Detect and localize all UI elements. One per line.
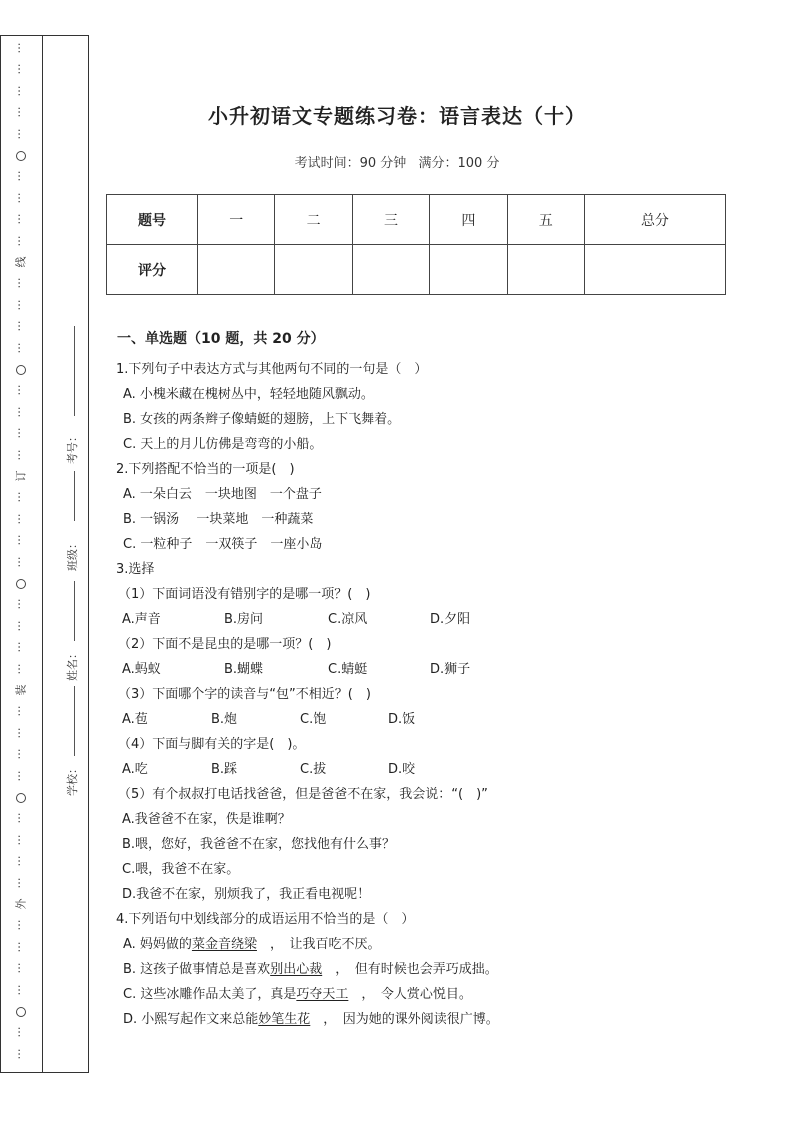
binding-dots: … [15,491,29,503]
exam-info [0,152,794,171]
binding-dots: … [15,705,29,717]
binding-dots: … [15,128,29,140]
option-text: ， 让我百吃不厌。 [256,937,381,952]
binding-dots: … [15,984,29,996]
question-3-5-stem: （5）有个叔叔打电话找爸爸，但是爸爸不在家，我会说：“( )” [118,787,488,802]
question-3-3-option-b: B.炮 [211,712,238,727]
question-3-3-option-a: A.苞 [122,712,148,727]
score-input-cell[interactable] [198,245,275,295]
option-text: ， 但有时候也会弄巧成拙。 [322,962,498,977]
score-table-header-row [107,195,726,245]
binding-dots: … [15,213,29,225]
underlined-idiom: 妙笔生花 [258,1012,311,1027]
binding-dot-column [1,36,42,1072]
question-3-4-option-c: C.拔 [300,762,327,777]
binding-dots: … [15,235,29,247]
binding-char: 线 [14,256,28,268]
question-3-2-option-d: D.狮子 [430,662,471,677]
question-3-5-option-c: C.喂，我爸不在家。 [122,862,240,877]
binding-dots: … [15,812,29,824]
exam-time: 考试时间：90 分钟 [294,156,407,171]
underlined-idiom: 巧夺天工 [296,987,349,1002]
question-4-stem: 4.下列语句中划线部分的成语运用不恰当的是（ ） [116,912,415,927]
score-table [106,194,726,295]
question-3-3-option-c: C.饱 [300,712,327,727]
score-header-cell: 五 [507,195,584,245]
question-3-4-stem: （4）下面与脚有关的字是( )。 [118,737,306,752]
question-3-1-option-c: C.凉风 [328,612,368,627]
score-header-cell: 一 [198,195,275,245]
binding-dots: … [15,1026,29,1038]
section-title: 一、单选题（10 题，共 20 分） [117,331,325,347]
exam-full-score: 满分：100 分 [418,156,500,171]
binding-dots: … [15,42,29,54]
underline-exam-number [74,326,75,416]
binding-dots: … [15,299,29,311]
score-header-cell: 总分 [584,195,725,245]
score-input-cell[interactable] [430,245,507,295]
binding-dots: … [15,342,29,354]
binding-dots: … [15,877,29,889]
binding-char: 外 [14,898,28,910]
binding-dots: … [15,106,29,118]
binding-dots: … [15,170,29,182]
binding-dots: … [15,406,29,418]
score-input-cell[interactable] [584,245,725,295]
binding-dots: … [15,641,29,653]
option-text: A. 妈妈做的 [123,937,192,952]
binding-dots: … [15,63,29,75]
underline-name [74,581,75,641]
question-3-1-option-b: B.房问 [224,612,264,627]
question-3-2-option-b: B.蝴蝶 [224,662,264,677]
option-text: ， 因为她的课外阅读很广博。 [310,1012,499,1027]
question-2-option-a: A. 一朵白云 一块地图 一个盘子 [123,487,322,502]
binding-dots: … [15,770,29,782]
score-input-cell[interactable] [275,245,352,295]
binding-dots: … [15,427,29,439]
question-3-4-option-b: B.踩 [211,762,238,777]
question-3-2-option-c: C.蜻蜓 [328,662,368,677]
score-row-label: 评分 [107,245,198,295]
score-input-cell[interactable] [352,245,429,295]
score-header-cell: 三 [352,195,429,245]
binding-dots: … [15,834,29,846]
question-3-stem: 3.选择 [116,562,155,577]
binding-dots: … [15,941,29,953]
binding-char: 订 [14,470,28,482]
question-1-option-b: B. 女孩的两条辫子像蜻蜓的翅膀，上下飞舞着。 [123,412,401,427]
binding-dots: … [15,598,29,610]
underlined-idiom: 菜金音绕梁 [191,937,257,952]
question-4-option-b [123,961,498,979]
question-2-stem: 2.下列搭配不恰当的一项是( ) [116,462,295,477]
underlined-idiom: 别出心裁 [270,962,323,977]
binding-dots: … [15,513,29,525]
binding-dots: … [15,320,29,332]
question-2-option-b: B. 一锅汤 一块菜地 一种蔬菜 [123,512,314,527]
question-4-option-d [123,1011,499,1029]
binding-dots: … [15,556,29,568]
score-input-cell[interactable] [507,245,584,295]
question-1-option-c: C. 天上的月儿仿佛是弯弯的小船。 [123,437,323,452]
option-text: C. 这些冰雕作品太美了，真是 [123,987,297,1002]
question-1-option-a: A. 小槐米藏在槐树丛中，轻轻地随风飘动。 [123,387,374,402]
binding-divider [42,36,43,1072]
score-header-cell: 二 [275,195,352,245]
binding-dots: … [15,663,29,675]
binding-dots: … [15,384,29,396]
question-3-5-option-d: D.我爸不在家，别烦我了，我正看电视呢！ [122,887,371,902]
question-3-2-stem: （2）下面不是昆虫的是哪一项？( ) [118,637,332,652]
binding-dots: … [15,192,29,204]
underline-school [74,686,75,756]
underline-class [74,471,75,521]
question-3-5-option-a: A.我爸爸不在家，佚是谁啊？ [122,812,291,827]
question-3-1-option-d: D.夕阳 [430,612,471,627]
binding-dots: … [15,1048,29,1060]
binding-dots: … [15,277,29,289]
question-2-option-c: C. 一粒种子 一双筷子 一座小岛 [123,537,323,552]
question-3-5-option-b: B.喂，您好，我爸爸不在家，您找他有什么事？ [122,837,396,852]
question-3-3-stem: （3）下面哪个字的读音与“包”不相近？( ) [118,687,371,702]
binding-dots: … [15,620,29,632]
binding-dots: … [15,919,29,931]
question-4-option-a [123,936,380,954]
option-text: B. 这孩子做事情总是喜欢 [123,962,271,977]
binding-dots: … [15,85,29,97]
question-3-1-stem: （1）下面词语没有错别字的是哪一项？( ) [118,587,371,602]
binding-dots: … [15,534,29,546]
question-3-2-option-a: A.蚂蚁 [122,662,161,677]
question-3-4-option-d: D.咬 [388,762,416,777]
binding-dots: … [15,449,29,461]
question-1-stem: 1.下列句子中表达方式与其他两句不同的一句是（ ） [116,362,428,377]
binding-dots: … [15,748,29,760]
score-table-score-row [107,245,726,295]
binding-dots: … [15,855,29,867]
question-3-1-option-a: A.声音 [122,612,161,627]
binding-dots: … [15,962,29,974]
binding-char: 装 [14,684,28,696]
option-text: ， 令人赏心悦目。 [348,987,472,1002]
binding-dots: … [15,727,29,739]
binding-margin: … … … … … … … … … 线 … … … … … … … … 订 … … … … … … … … 装 … … … … … … … … 外 … … … … … … 考号： 班级： 姓名： 学校： [0,35,89,1073]
score-header-cell: 题号 [107,195,198,245]
score-header-cell: 四 [430,195,507,245]
question-3-4-option-a: A.吃 [122,762,148,777]
option-text: D. 小熙写起作文来总能 [123,1012,259,1027]
question-4-option-c [123,986,472,1004]
question-3-3-option-d: D.饭 [388,712,416,727]
page-title: 小升初语文专题练习卷：语言表达（十） [208,104,586,128]
